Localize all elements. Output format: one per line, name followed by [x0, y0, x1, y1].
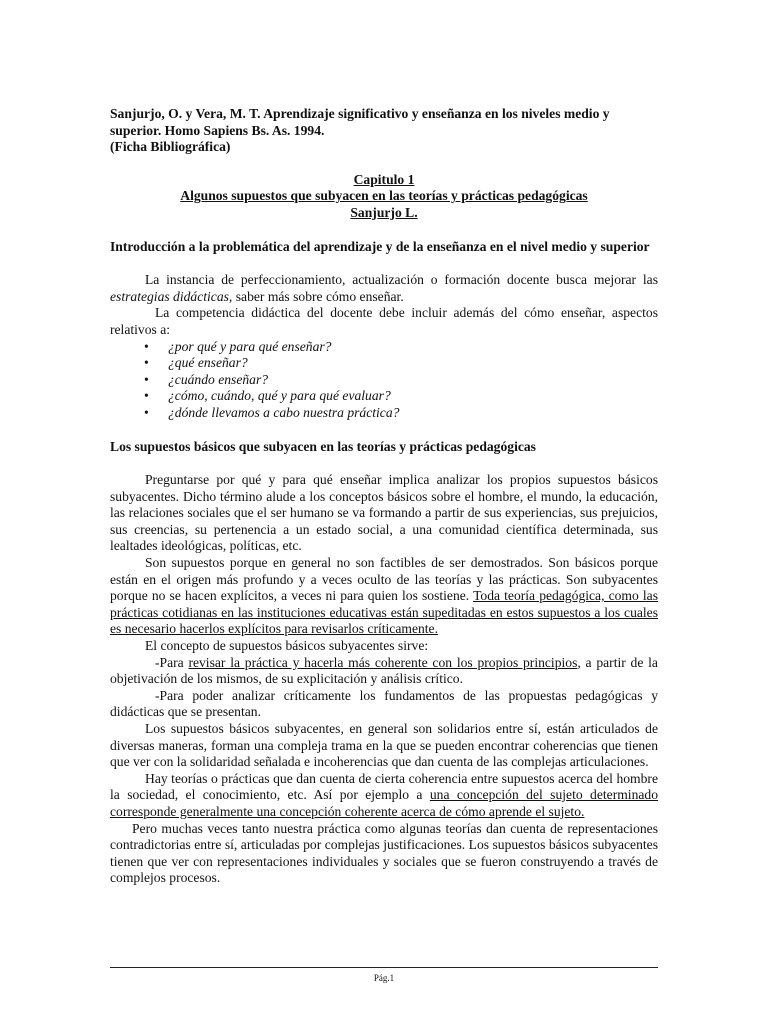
bibliographic-reference: [110, 106, 658, 156]
intro-paragraph-1: [110, 272, 658, 305]
chapter-title: Algunos supuestos que subyacen en las teorías y prácticas pedagógicas: [180, 188, 588, 204]
intro-heading: Introducción a la problemática del aprendizaje y de la enseñanza en el nivel medio y superior: [110, 238, 650, 254]
intro-paragraph-2: La competencia didáctica del docente debe incluir además del cómo enseñar, aspectos relativos a:: [110, 305, 658, 337]
reference-type: (Ficha Bibliográfica): [110, 139, 231, 155]
question-item: • ¿dónde llevamos a cabo nuestra práctica?: [144, 405, 658, 422]
section-paragraph-8: Pero muchas veces tanto nuestra práctica como algunas teorías dan cuenta de representaciones contradictorias entre sí, articuladas por complejas justificaciones. Los supuestos básicos subyacentes tienen que ver con representaciones individuales y sociales que se fueron construyendo a través de complejos procesos.: [110, 820, 658, 886]
section-paragraph-7: [110, 771, 658, 821]
question-list: [110, 339, 658, 422]
section-paragraph-4: [110, 655, 658, 688]
section-p4-underlined: revisar la práctica y hacerla más coherente con los propios principios: [188, 654, 578, 670]
footer-divider: [110, 967, 658, 968]
section-p4-text: -Para: [155, 654, 189, 670]
page-number: Pág.1: [373, 973, 395, 983]
section-paragraph-1: Preguntarse por qué y para qué enseñar implica analizar los propios supuestos básicos subyacentes. Dicho término alude a los conceptos básicos sobre el hombre, el mundo, la educación, las relaciones sociales que el ser humano se va formando a partir de sus experiencias, sus prejuicios, sus creencias, su pertenencia a un estado social, a una comunidad científica determinada, sus lealtades ideológicas, políticas, etc.: [110, 472, 658, 554]
question-item: • ¿por qué y para qué enseñar?: [144, 339, 658, 356]
section-p7-underlined: una concepción del sujeto determinado corresponde generalmente una concepción coherente acerca de cómo aprende el sujeto.: [110, 787, 658, 819]
chapter-author: Sanjurjo L.: [350, 204, 418, 220]
section-p2-underlined: Toda teoría pedagógica, como las prácticas cotidianas en las instituciones educativas están supeditadas en estos supuestos a los cuales es necesario hacerlos explícitos para revisarlos críticamente.: [110, 588, 658, 637]
question-item: • ¿qué enseñar?: [144, 355, 658, 372]
section-p2-text: Son supuestos porque en general no son factibles de ser demostrados. Son básicos porque están en el origen más profundo y a veces oculto de las teorías y las prácticas. Son subyacentes porque no se hacen explícitos, a veces ni para quien los sostiene.: [110, 555, 658, 604]
chapter-header: [110, 172, 658, 222]
section-paragraph-5: -Para poder analizar críticamente los fundamentos de las propuestas pedagógicas y didácticas que se presentan.: [110, 687, 658, 720]
chapter-number: Capitulo 1: [353, 171, 415, 187]
section-p4-text-end: , a partir de la objetivación de los mismos, de su explicitación y análisis crítico.: [110, 654, 658, 687]
section-heading: Los supuestos básicos que subyacen en las teorías y prácticas pedagógicas: [110, 438, 536, 454]
section-paragraph-3: El concepto de supuestos básicos subyacentes sirve:: [145, 638, 429, 654]
intro-p1-emphasis: estrategias didácticas,: [110, 288, 233, 304]
intro-p1-text-end: saber más sobre cómo enseñar.: [232, 288, 404, 304]
section-paragraph-2: [110, 555, 658, 638]
question-item: • ¿cuándo enseñar?: [144, 372, 658, 389]
reference-citation: Sanjurjo, O. y Vera, M. T. Aprendizaje significativo y enseñanza en los niveles medio y superior. Homo Sapiens Bs. As. 1994.: [110, 106, 610, 138]
question-item: • ¿cómo, cuándo, qué y para qué evaluar?: [144, 388, 658, 405]
section-p7-text: Hay teorías o prácticas que dan cuenta de cierta coherencia entre supuestos acerca del hombre la sociedad, el conocimiento, etc. Así por ejemplo a: [110, 770, 658, 803]
intro-p1-text: La instancia de perfeccionamiento, actualización o formación docente busca mejorar las: [145, 272, 658, 288]
section-paragraph-6: Los supuestos básicos subyacentes, en general son solidarios entre sí, están articulados de diversas maneras, forman una compleja trama en la que se pueden encontrar coherencias que tienen que ver con la solidaridad señalada e incoherencias que dan cuenta de las complejas articulaciones.: [110, 721, 658, 770]
page-content: [110, 106, 658, 887]
